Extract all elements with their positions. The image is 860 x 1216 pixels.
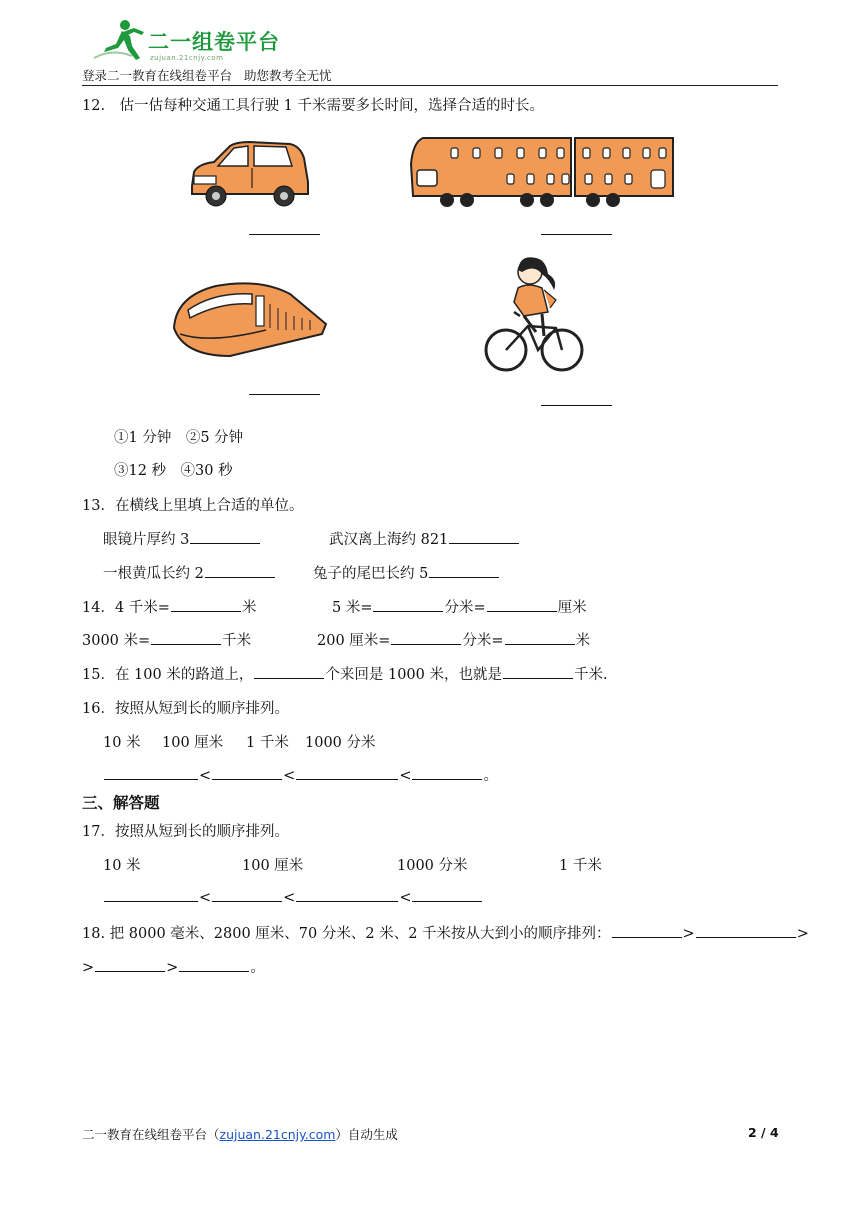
q13-d-text: 兔子的尾巴长约 5 bbox=[313, 566, 429, 582]
q16-item-1: 10 米 bbox=[103, 735, 141, 751]
q15 bbox=[82, 663, 608, 684]
q12-answer-blank-bicycle[interactable] bbox=[541, 405, 612, 406]
runner-logo-icon bbox=[92, 18, 148, 64]
q13-stem: 13．在横线上里填上合适的单位。 bbox=[82, 498, 304, 514]
q14-r2a-blank[interactable] bbox=[151, 630, 221, 645]
q15-text-pre: 15．在 100 米的路道上， bbox=[82, 667, 254, 683]
q14-row1-a bbox=[82, 596, 256, 617]
page-number: 2 / 4 bbox=[748, 1125, 779, 1140]
q18-blank1[interactable] bbox=[612, 923, 682, 938]
footer-source bbox=[82, 1125, 398, 1143]
q16-ordering bbox=[103, 764, 498, 785]
q16-blank2[interactable] bbox=[212, 765, 282, 780]
header-slogan bbox=[82, 66, 331, 84]
q17-ordering bbox=[103, 887, 483, 906]
q13-c-text: 一根黄瓜长约 2 bbox=[103, 566, 204, 582]
footer-left: 二一教育在线组卷平台（ bbox=[82, 1127, 220, 1142]
q16-item-2: 100 厘米 bbox=[162, 735, 224, 751]
q18-gt-4: > bbox=[166, 960, 179, 976]
q13-d-blank[interactable] bbox=[429, 563, 499, 578]
q14-r1b-blank1[interactable] bbox=[373, 597, 443, 612]
q14-r1b-text: 5 米= bbox=[332, 600, 373, 616]
q17-item-2: 100 厘米 bbox=[242, 858, 304, 874]
q17-item-3: 1000 分米 bbox=[397, 858, 468, 874]
q12-answer-blank-train[interactable] bbox=[541, 234, 612, 235]
q13-a-blank[interactable] bbox=[190, 529, 260, 544]
q14-r2b-blank2[interactable] bbox=[505, 630, 575, 645]
q16-lt-2: < bbox=[283, 768, 296, 784]
q12-answer-blank-bullet-train[interactable] bbox=[249, 394, 320, 395]
q18-blank3[interactable] bbox=[95, 957, 165, 972]
q14-r2a-unit: 千米 bbox=[222, 633, 252, 649]
q17-stem: 17．按照从短到长的顺序排列。 bbox=[82, 824, 289, 840]
q17-blank2[interactable] bbox=[212, 887, 282, 902]
footer-link[interactable]: zujuan.21cnjy.com bbox=[219, 1127, 336, 1142]
q16-lt-3: < bbox=[399, 768, 412, 784]
q14-row2-a bbox=[82, 629, 251, 650]
q13-c-blank[interactable] bbox=[205, 563, 275, 578]
q15-blank1[interactable] bbox=[254, 664, 324, 679]
q14-r2a-text: 3000 米= bbox=[82, 633, 151, 649]
q18-blank2[interactable] bbox=[696, 923, 796, 938]
q18-stem: 18. 把 8000 毫米、2800 厘米、70 分米、2 米、2 千米按从大到小的顺序排列： bbox=[82, 926, 611, 942]
slogan-right: 助您教考全无忧 bbox=[243, 68, 332, 83]
q17-lt-1: < bbox=[199, 890, 212, 906]
q14-r2b-mid: 分米= bbox=[462, 633, 504, 649]
q14-r2b-unit: 米 bbox=[575, 633, 591, 649]
q17-blank1[interactable] bbox=[104, 887, 198, 902]
q13-item-d bbox=[313, 562, 500, 583]
q13-item-a bbox=[103, 528, 261, 549]
girl-bicycle-illustration bbox=[484, 250, 588, 380]
q18-gt-3: > bbox=[82, 960, 95, 976]
bullet-train-illustration bbox=[170, 278, 330, 360]
q17-blank3[interactable] bbox=[296, 887, 398, 902]
logo bbox=[92, 18, 292, 66]
q16-item-3: 1 千米 bbox=[246, 735, 289, 751]
q18-gt-1: > bbox=[682, 926, 695, 942]
q18-line2 bbox=[82, 956, 265, 977]
q13-item-c bbox=[103, 562, 276, 583]
q12-options-row2: ③12 秒 ④30 秒 bbox=[114, 463, 233, 479]
q17-lt-2: < bbox=[283, 890, 296, 906]
q12-stem: 12. 估一估每种交通工具行驶 1 千米需要多长时间，选择合适的时长。 bbox=[82, 98, 545, 114]
q17-item-4: 1 千米 bbox=[559, 858, 602, 874]
car-illustration bbox=[186, 138, 314, 210]
q16-lt-1: < bbox=[199, 768, 212, 784]
q14-r2b-text: 200 厘米= bbox=[317, 633, 391, 649]
q13-b-blank[interactable] bbox=[449, 529, 519, 544]
q13-a-text: 眼镜片厚约 3 bbox=[103, 532, 190, 548]
q18-blank4[interactable] bbox=[179, 957, 249, 972]
q16-blank4[interactable] bbox=[412, 765, 482, 780]
q14-r1a-blank[interactable] bbox=[171, 597, 241, 612]
q14-number: 14． bbox=[82, 600, 115, 616]
q14-row1-b bbox=[332, 596, 587, 617]
q14-row2-b bbox=[317, 629, 590, 650]
q17-blank4[interactable] bbox=[412, 887, 482, 902]
q17-item-1: 10 米 bbox=[103, 858, 141, 874]
q16-blank1[interactable] bbox=[104, 765, 198, 780]
q14-r1a-text: 4 千米= bbox=[114, 600, 170, 616]
footer-right: ）自动生成 bbox=[335, 1127, 398, 1142]
q15-blank2[interactable] bbox=[503, 664, 573, 679]
q13-b-text: 武汉离上海约 821 bbox=[329, 532, 449, 548]
q14-r1b-unit: 厘米 bbox=[557, 600, 587, 616]
logo-text: 二一组卷平台 bbox=[148, 30, 280, 54]
q14-r1b-blank2[interactable] bbox=[487, 597, 557, 612]
q18-line1 bbox=[82, 922, 809, 943]
q16-item-4: 1000 分米 bbox=[305, 735, 376, 751]
q12-options-row1: ①1 分钟 ②5 分钟 bbox=[114, 430, 244, 446]
logo-subtext: zujuan.21cnjy.com bbox=[150, 54, 224, 62]
slogan-left: 登录二一教育在线组卷平台 bbox=[82, 68, 233, 83]
train-illustration bbox=[407, 134, 677, 210]
q16-end: 。 bbox=[483, 768, 498, 784]
header-divider bbox=[82, 85, 778, 86]
q18-gt-2: > bbox=[796, 926, 809, 942]
q12-answer-blank-car[interactable] bbox=[249, 234, 320, 235]
q14-r1a-unit: 米 bbox=[241, 600, 257, 616]
q16-blank3[interactable] bbox=[296, 765, 398, 780]
q15-text-post: 千米. bbox=[573, 667, 608, 683]
q14-r2b-blank1[interactable] bbox=[391, 630, 461, 645]
q15-text-mid: 个来回是 1000 米，也就是 bbox=[325, 667, 502, 683]
q16-stem: 16．按照从短到长的顺序排列。 bbox=[82, 701, 289, 717]
section-title: 三、解答题 bbox=[82, 794, 160, 812]
q17-lt-3: < bbox=[399, 890, 412, 906]
q18-end: 。 bbox=[250, 960, 265, 976]
q14-r1b-mid: 分米= bbox=[444, 600, 486, 616]
q13-item-b bbox=[329, 528, 520, 549]
